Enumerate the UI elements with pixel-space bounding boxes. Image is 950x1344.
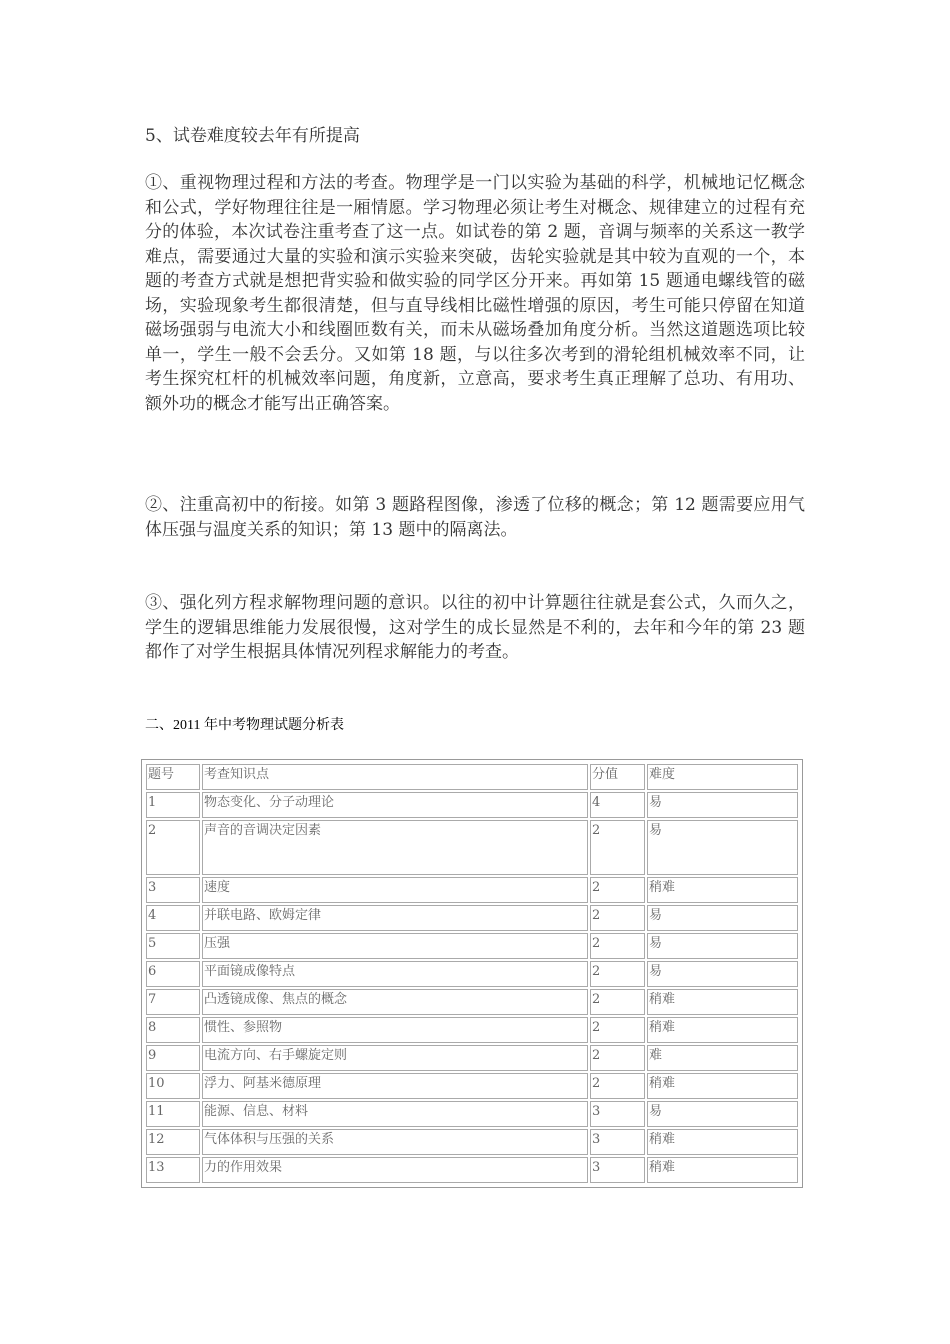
cell-question-no: 11 xyxy=(146,1101,200,1127)
table-row xyxy=(146,905,798,931)
table-row xyxy=(146,820,798,875)
table-title: 二、2011 年中考物理试题分析表 xyxy=(145,718,344,733)
cell-score: 3 xyxy=(590,1157,645,1183)
table-row xyxy=(146,877,798,903)
cell-knowledge-point: 平面镜成像特点 xyxy=(202,961,588,987)
cell-difficulty: 易 xyxy=(647,820,798,875)
cell-difficulty: 稍难 xyxy=(647,877,798,903)
table-row xyxy=(146,933,798,959)
cell-question-no: 12 xyxy=(146,1129,200,1155)
cell-question-no: 7 xyxy=(146,989,200,1015)
cell-knowledge-point: 能源、信息、材料 xyxy=(202,1101,588,1127)
cell-knowledge-point: 并联电路、欧姆定律 xyxy=(202,905,588,931)
cell-knowledge-point: 气体体积与压强的关系 xyxy=(202,1129,588,1155)
cell-difficulty: 易 xyxy=(647,933,798,959)
header-score: 分值 xyxy=(590,764,645,790)
cell-question-no: 9 xyxy=(146,1045,200,1071)
cell-score: 2 xyxy=(590,933,645,959)
analysis-table-frame xyxy=(141,759,803,1188)
table-row xyxy=(146,792,798,818)
cell-question-no: 6 xyxy=(146,961,200,987)
cell-knowledge-point: 速度 xyxy=(202,877,588,903)
cell-score: 2 xyxy=(590,989,645,1015)
cell-score: 2 xyxy=(590,1045,645,1071)
cell-score: 3 xyxy=(590,1101,645,1127)
cell-score: 2 xyxy=(590,1073,645,1099)
cell-question-no: 8 xyxy=(146,1017,200,1043)
cell-question-no: 2 xyxy=(146,820,200,875)
cell-knowledge-point: 惯性、参照物 xyxy=(202,1017,588,1043)
cell-knowledge-point: 电流方向、右手螺旋定则 xyxy=(202,1045,588,1071)
table-row xyxy=(146,1129,798,1155)
cell-question-no: 1 xyxy=(146,792,200,818)
cell-difficulty: 易 xyxy=(647,961,798,987)
cell-score: 2 xyxy=(590,905,645,931)
cell-knowledge-point: 物态变化、分子动理论 xyxy=(202,792,588,818)
cell-question-no: 4 xyxy=(146,905,200,931)
cell-knowledge-point: 压强 xyxy=(202,933,588,959)
cell-score: 4 xyxy=(590,792,645,818)
table-header-row xyxy=(146,764,798,790)
cell-score: 3 xyxy=(590,1129,645,1155)
cell-score: 2 xyxy=(590,961,645,987)
section-heading: 5、试卷难度较去年有所提高 xyxy=(145,126,360,146)
cell-score: 2 xyxy=(590,1017,645,1043)
table-row xyxy=(146,1017,798,1043)
cell-knowledge-point: 声音的音调决定因素 xyxy=(202,820,588,875)
table-row xyxy=(146,1157,798,1183)
cell-difficulty: 稍难 xyxy=(647,1017,798,1043)
header-question-no: 题号 xyxy=(146,764,200,790)
cell-difficulty: 稍难 xyxy=(647,1073,798,1099)
cell-difficulty: 稍难 xyxy=(647,989,798,1015)
table-row xyxy=(146,961,798,987)
cell-knowledge-point: 凸透镜成像、焦点的概念 xyxy=(202,989,588,1015)
analysis-table xyxy=(144,762,800,1185)
table-row xyxy=(146,1101,798,1127)
paragraph-transition: ②、注重高初中的衔接。如第 3 题路程图像，渗透了位移的概念；第 12 题需要应用气体压强与温度关系的知识；第 13 题中的隔离法。 xyxy=(145,495,805,540)
header-knowledge-point: 考查知识点 xyxy=(202,764,588,790)
cell-difficulty: 稍难 xyxy=(647,1129,798,1155)
cell-difficulty: 易 xyxy=(647,792,798,818)
paragraph-equations: ③、强化列方程求解物理问题的意识。以往的初中计算题往往就是套公式，久而久之，学生的逻辑思维能力发展很慢，这对学生的成长显然是不利的，去年和今年的第 23 题都作了对学生根据具体情况列程求解能力的考查。 xyxy=(145,593,805,662)
cell-question-no: 3 xyxy=(146,877,200,903)
cell-knowledge-point: 浮力、阿基米德原理 xyxy=(202,1073,588,1099)
table-row xyxy=(146,1045,798,1071)
cell-difficulty: 易 xyxy=(647,905,798,931)
cell-knowledge-point: 力的作用效果 xyxy=(202,1157,588,1183)
cell-question-no: 5 xyxy=(146,933,200,959)
table-row xyxy=(146,989,798,1015)
paragraph-process-methods: ①、重视物理过程和方法的考查。物理学是一门以实验为基础的科学，机械地记忆概念和公式，学好物理往往是一厢情愿。学习物理必须让考生对概念、规律建立的过程有充分的体验，本次试卷注重考查了这一点。如试卷的第 2 题，音调与频率的关系这一教学难点，需要通过大量的实验和演示实验来突破，齿轮实验就是其中较为直观的一个，本题的考查方式就是想把背实验和做实验的同学区分开来。再如第 15 题通电螺线管的磁场，实验现象考生都很清楚，但与直导线相比磁性增强的原因，考生可能只停留在知道磁场强弱与电流大小和线圈匝数有关，而未从磁场叠加角度分析。当然这道题选项比较单一，学生一般不会丢分。又如第 18 题，与以往多次考到的滑轮组机械效率不同，让考生探究杠杆的机械效率问题，角度新，立意高，要求考生真正理解了总功、有用功、额外功的概念才能写出正确答案。 xyxy=(145,173,805,414)
table-row xyxy=(146,1073,798,1099)
cell-difficulty: 难 xyxy=(647,1045,798,1071)
cell-difficulty: 易 xyxy=(647,1101,798,1127)
cell-score: 2 xyxy=(590,820,645,875)
cell-question-no: 13 xyxy=(146,1157,200,1183)
cell-score: 2 xyxy=(590,877,645,903)
cell-difficulty: 稍难 xyxy=(647,1157,798,1183)
cell-question-no: 10 xyxy=(146,1073,200,1099)
header-difficulty: 难度 xyxy=(647,764,798,790)
